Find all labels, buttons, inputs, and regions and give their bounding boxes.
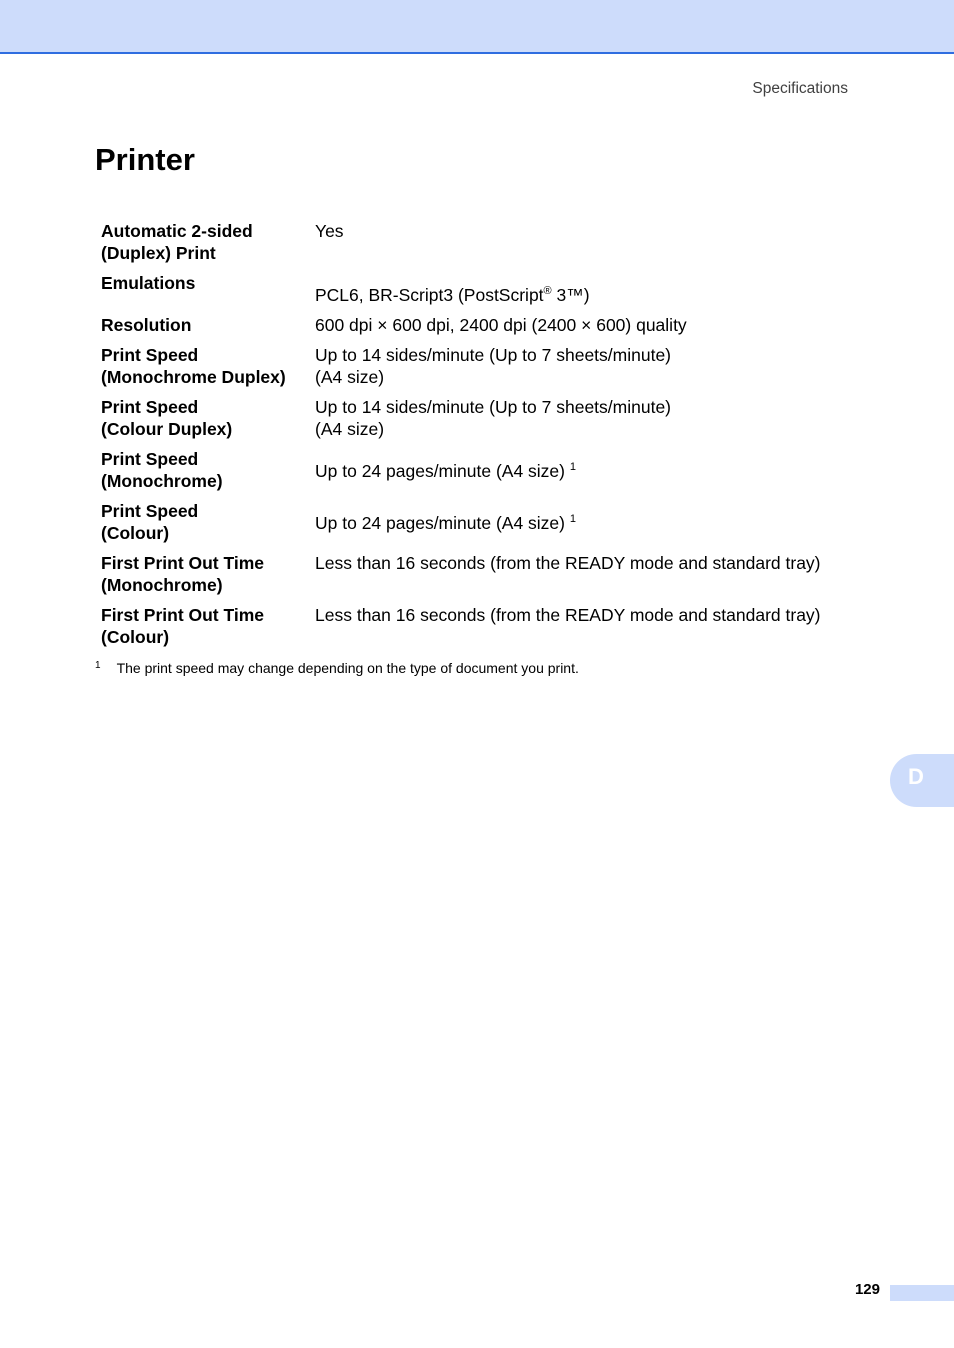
spec-table (95, 220, 860, 656)
spec-value: Up to 24 pages/minute (A4 size) $^1$ (315, 513, 576, 533)
spec-label: Print Speed (Monochrome Duplex) (101, 345, 286, 387)
table-row (95, 314, 860, 344)
footnote-mark: 1 (95, 660, 101, 671)
spec-label: Print Speed (Colour) (101, 501, 199, 543)
spec-value: PCL6, BR-Script3 (PostScript® 3™) (315, 285, 590, 305)
spec-label: Resolution (101, 315, 192, 335)
spec-label: Emulations (101, 273, 196, 293)
running-header: Specifications (752, 80, 848, 97)
spec-value: Up to 14 sides/minute (Up to 7 sheets/minute) (A4 size) (315, 397, 672, 439)
footnote-text: The print speed may change depending on the type of document you print. (116, 660, 579, 676)
spec-value: Less than 16 seconds (from the READY mode and standard tray) (315, 553, 821, 573)
spec-value: 600 dpi × 600 dpi, 2400 dpi (2400 × 600) quality (315, 315, 687, 335)
spec-value: Yes (315, 221, 344, 241)
table-row (95, 448, 860, 500)
table-row (95, 220, 860, 272)
page-number: 129 (854, 1281, 880, 1298)
footnote-ref: 1 (569, 461, 576, 473)
table-row (95, 500, 860, 552)
spec-value: Less than 16 seconds (from the READY mode and standard tray) (315, 605, 821, 625)
footnote (95, 660, 579, 676)
header-band (0, 0, 954, 54)
footnote-ref: 1 (569, 513, 576, 525)
table-row (95, 552, 860, 604)
table-row (95, 604, 860, 656)
spec-label: Print Speed (Monochrome) (101, 449, 223, 491)
table-row (95, 344, 860, 396)
spec-label: First Print Out Time (Monochrome) (101, 553, 265, 595)
chapter-letter: D (908, 764, 924, 789)
table-row (95, 272, 860, 314)
spec-label: Print Speed (Colour Duplex) (101, 397, 233, 439)
table-row (95, 396, 860, 448)
spec-label: First Print Out Time (Colour) (101, 605, 265, 647)
spec-label: Automatic 2-sided (Duplex) Print (101, 221, 253, 263)
page-number-bar (890, 1285, 954, 1301)
spec-value: Up to 14 sides/minute (Up to 7 sheets/minute) (A4 size) (315, 345, 672, 387)
page-title: Printer (95, 142, 195, 177)
spec-value: Up to 24 pages/minute (A4 size) $^1$ (315, 461, 576, 481)
chapter-tab (890, 754, 954, 807)
